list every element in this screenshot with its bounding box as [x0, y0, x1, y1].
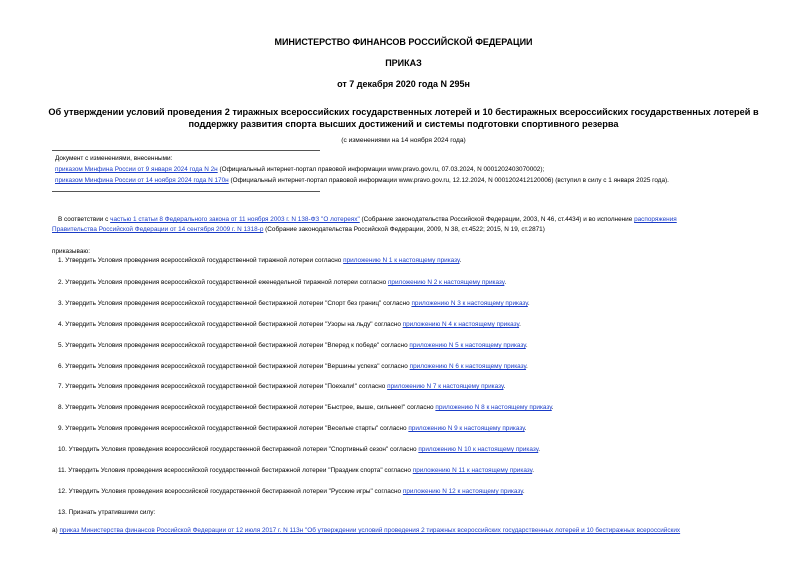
order-item-end: . — [519, 321, 521, 328]
order-item-text: 8. Утвердить Условия проведения всероссийской государственной бестиражной лотереи "Быстрее, выше, сильнее!" согласно — [58, 404, 436, 411]
order-item-9 — [58, 424, 527, 433]
document-type: ПРИКАЗ — [385, 58, 422, 68]
appendix-link-4[interactable]: приложению N 4 к настоящему приказу — [402, 321, 520, 328]
document-date-number: от 7 декабря 2020 года N 295н — [337, 79, 470, 89]
order-item-text: 3. Утвердить Условия проведения всероссийской государственной бестиражной лотереи "Спорт без границ" согласно — [58, 300, 412, 307]
preamble-line2 — [52, 225, 545, 234]
changes-intro: Документ с изменениями, внесенными: — [55, 155, 173, 162]
order-item-end: . — [532, 467, 534, 474]
preamble-text-1: В соответствии с — [58, 216, 111, 223]
order-item-3 — [58, 299, 530, 308]
document-title-line1: Об утверждении условий проведения 2 тиражных всероссийских государственных лотерей и 10 бестиражных всероссийских государственных лотерей в — [48, 107, 759, 117]
order-item-end: . — [525, 342, 528, 349]
order-item-1 — [58, 256, 461, 265]
appendix-link-9[interactable]: приложению N 9 к настоящему приказу — [408, 425, 525, 432]
appendix-link-2[interactable]: приложению N 2 к настоящему приказу — [387, 279, 505, 286]
order-item-11 — [58, 466, 534, 475]
changes-link-1[interactable]: приказом Минфина России от 9 января 2024 года N 2н — [55, 166, 218, 173]
order-item-end: . — [522, 488, 525, 495]
document-title-line2: поддержку развития спорта высших достижений и системы подготовки спортивного резерва — [188, 119, 619, 129]
divider-top — [52, 150, 320, 151]
order-item-text: 13. Признать утратившими силу: — [58, 509, 156, 516]
amended-note: (с изменениями на 14 ноября 2024 года) — [341, 137, 466, 144]
order-item-text: 6. Утвердить Условия проведения всероссийской государственной бестиражной лотереи "Вершины успеха" согласно — [58, 363, 410, 370]
appendix-link-8[interactable]: приложению N 8 к настоящему приказу — [435, 404, 552, 411]
order-item-7 — [58, 382, 505, 391]
changes-item-1 — [55, 165, 544, 174]
order-item-end: . — [504, 279, 507, 286]
law-link[interactable]: частью 1 статьи 8 Федерального закона от 11 ноября 2003 г. N 138-ФЗ "О лотереях" — [110, 216, 360, 223]
order-item-text: 10. Утвердить Условия проведения всероссийской государственной бестиражной лотереи "Спортивный сезон" согласно — [58, 446, 419, 453]
order-item-4 — [58, 320, 521, 329]
order-word: приказываю: — [52, 248, 90, 255]
ministry-name: МИНИСТЕРСТВО ФИНАНСОВ РОССИЙСКОЙ ФЕДЕРАЦИИ — [274, 37, 533, 47]
changes-link-2[interactable]: приказом Минфина России от 14 ноября 2024 года N 170н — [55, 177, 229, 184]
order-item-12 — [58, 487, 525, 496]
appendix-link-10[interactable]: приложению N 10 к настоящему приказу — [418, 446, 539, 453]
order-item-end: . — [527, 300, 530, 307]
decree-link-part1[interactable]: распоряжения — [634, 216, 677, 223]
order-item-end: . — [459, 257, 462, 264]
order-item-8 — [58, 403, 554, 412]
changes-item-2 — [55, 176, 669, 185]
divider-bottom — [52, 191, 320, 192]
order-item-text: 1. Утвердить Условия проведения всероссийской государственной тиражной лотереи согласно — [58, 257, 344, 264]
appendix-link-7[interactable]: приложению N 7 к настоящему приказу — [387, 383, 504, 390]
order-item-text: 7. Утвердить Условия проведения всероссийской государственной бестиражной лотереи "Поехали!" согласно — [58, 383, 388, 390]
appendix-link-5[interactable]: приложению N 5 к настоящему приказу — [409, 342, 526, 349]
order-item-text: 4. Утвердить Условия проведения всероссийской государственной бестиражной лотереи "Узоры на льду" согласно — [58, 321, 403, 328]
order-item-6 — [58, 362, 528, 371]
order-item-13 — [58, 508, 155, 517]
order-item-5 — [58, 341, 528, 350]
order-item-text: 11. Утвердить Условия проведения всероссийской государственной бестиражной лотереи "Праздник спорта" согласно — [58, 467, 413, 474]
order-item-end: . — [524, 425, 527, 432]
repealed-order-link[interactable]: приказ Министерства финансов Российской Федерации от 12 июля 2017 г. N 113н "Об утверждении условий проведения 2 тиражных всероссийских государственных лотерей и 10 бестиражных всероссийских — [59, 527, 681, 534]
order-item-text: 9. Утвердить Условия проведения всероссийской государственной бестиражной лотереи "Веселые старты" согласно — [58, 425, 409, 432]
preamble-text-2: (Собрание законодательства Российской Федерации, 2003, N 46, ст.4434) и во исполнение — [359, 216, 635, 223]
order-item-10 — [58, 445, 540, 454]
order-item-end: . — [551, 404, 554, 411]
order-item-end: . — [538, 446, 541, 453]
appendix-link-3[interactable]: приложению N 3 к настоящему приказу — [411, 300, 528, 307]
appendix-link-1[interactable]: приложению N 1 к настоящему приказу — [343, 257, 460, 264]
repealed-item-a — [52, 526, 680, 535]
appendix-link-11[interactable]: приложению N 11 к настоящему приказу — [412, 467, 533, 474]
preamble-text-3: (Собрание законодательства Российской Федерации, 2009, N 38, ст.4522; 2015, N 19, ст.2871) — [263, 226, 545, 233]
order-item-text: 2. Утвердить Условия проведения всероссийской государственной еженедельной тиражной лотереи согласно — [58, 279, 388, 286]
changes-item-2-text: (Официальный интернет-портал правовой информации www.pravo.gov.ru, 12.12.2024, N 0001202412120006) (вступил в силу с 1 января 2025 года). — [228, 177, 669, 184]
order-item-text: 5. Утвердить Условия проведения всероссийской государственной бестиражной лотереи "Вперед к победе" согласно — [58, 342, 410, 349]
appendix-link-12[interactable]: приложению N 12 к настоящему приказу — [402, 488, 523, 495]
changes-item-1-text: (Официальный интернет-портал правовой информации www.pravo.gov.ru, 07.03.2024, N 0001202403070002); — [217, 166, 545, 173]
order-item-end: . — [503, 383, 506, 390]
repealed-item-prefix: а) — [52, 527, 60, 534]
order-item-2 — [58, 278, 506, 287]
order-item-text: 12. Утвердить Условия проведения всероссийской государственной бестиражной лотереи "Русские игры" согласно — [58, 488, 403, 495]
order-item-end: . — [526, 363, 528, 370]
decree-link-part2[interactable]: Правительства Российской Федерации от 14 сентября 2009 г. N 1318-р — [52, 226, 264, 233]
preamble-line1 — [58, 215, 677, 224]
appendix-link-6[interactable]: приложению N 6 к настоящему приказу — [409, 363, 527, 370]
